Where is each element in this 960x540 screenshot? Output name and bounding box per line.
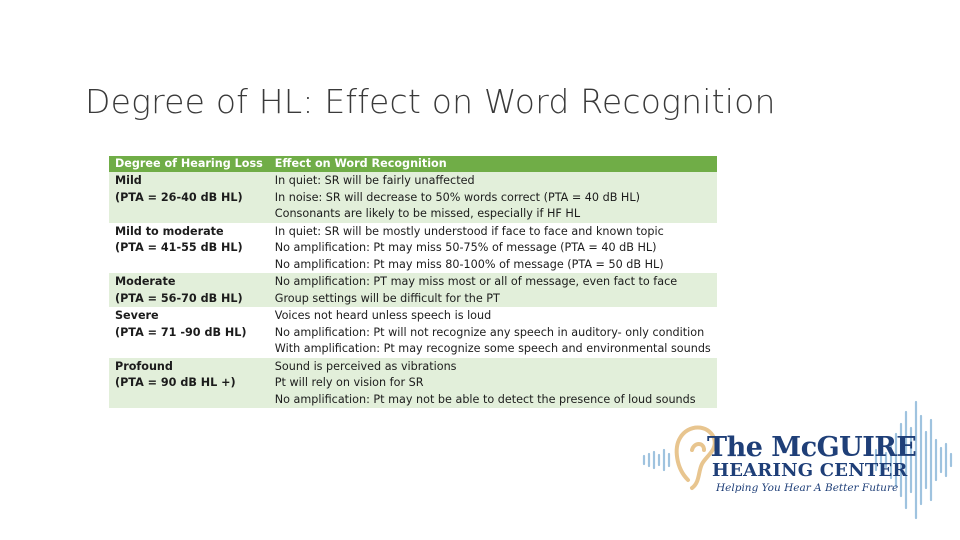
degree-cell xyxy=(109,307,269,358)
effect-cell xyxy=(269,273,717,307)
effect-line: In quiet: SR will be fairly unaffected xyxy=(274,174,475,187)
logo-name: The McGUIRE xyxy=(707,432,917,463)
degree-cell xyxy=(109,273,269,307)
table-header-row xyxy=(109,156,717,172)
effect-line: Consonants are likely to be missed, especially if HF HL xyxy=(274,207,581,220)
degree-range: (PTA = 41-55 dB HL) xyxy=(115,241,243,254)
degree-range: (PTA = 71 -90 dB HL) xyxy=(115,325,247,339)
effect-line: No amplification: Pt may miss 80-100% of message (PTA = 50 dB HL) xyxy=(274,257,664,271)
table-row-profound xyxy=(109,358,717,409)
degree-range: (PTA = 26-40 dB HL) xyxy=(115,190,243,204)
slide-title: Degree of HL: Effect on Word Recognition xyxy=(85,82,776,121)
degree-label: Severe xyxy=(115,309,159,322)
column-header-degree: Degree of Hearing Loss xyxy=(109,156,269,172)
effect-line: In noise: SR will decrease to 50% words correct (PTA = 40 dB HL) xyxy=(274,190,640,204)
table-row-moderate xyxy=(109,273,717,307)
logo-subtitle: HEARING CENTER xyxy=(712,460,908,481)
degree-cell xyxy=(109,223,269,274)
effect-line: Group settings will be difficult for the PT xyxy=(274,291,500,305)
effect-line: Voices not heard unless speech is loud xyxy=(274,309,492,322)
effect-line: No amplification: Pt may miss 50-75% of message (PTA = 40 dB HL) xyxy=(274,241,657,254)
degree-label: Mild to moderate xyxy=(115,224,224,238)
table-row-mild xyxy=(109,172,717,223)
effect-line: No amplification: Pt will not recognize any speech in auditory- only condition xyxy=(274,325,705,339)
effect-line: No amplification: Pt may not be able to detect the presence of loud sounds xyxy=(274,392,696,406)
table-row-severe xyxy=(109,307,717,358)
effect-cell xyxy=(269,223,717,274)
effect-line: No amplification: PT may miss most or all of message, even fact to face xyxy=(274,275,678,288)
effect-line: With amplification: Pt may recognize some speech and environmental sounds xyxy=(274,342,711,355)
degree-cell xyxy=(109,358,269,409)
logo-tagline: Helping You Hear A Better Future xyxy=(716,482,899,494)
effect-line: Sound is perceived as vibrations xyxy=(274,359,457,373)
hearing-loss-table xyxy=(109,156,717,408)
column-header-effect: Effect on Word Recognition xyxy=(269,156,717,172)
degree-label: Profound xyxy=(115,359,173,373)
effect-cell xyxy=(269,172,717,223)
effect-line: Pt will rely on vision for SR xyxy=(274,376,424,389)
degree-range: (PTA = 56-70 dB HL) xyxy=(115,291,243,305)
effect-line: In quiet: SR will be mostly understood if face to face and known topic xyxy=(274,224,664,238)
table-row-mild-to-moderate xyxy=(109,223,717,274)
degree-cell xyxy=(109,172,269,223)
effect-cell xyxy=(269,307,717,358)
degree-label: Mild xyxy=(115,174,142,187)
degree-label: Moderate xyxy=(115,275,176,288)
degree-range: (PTA = 90 dB HL +) xyxy=(115,376,236,389)
